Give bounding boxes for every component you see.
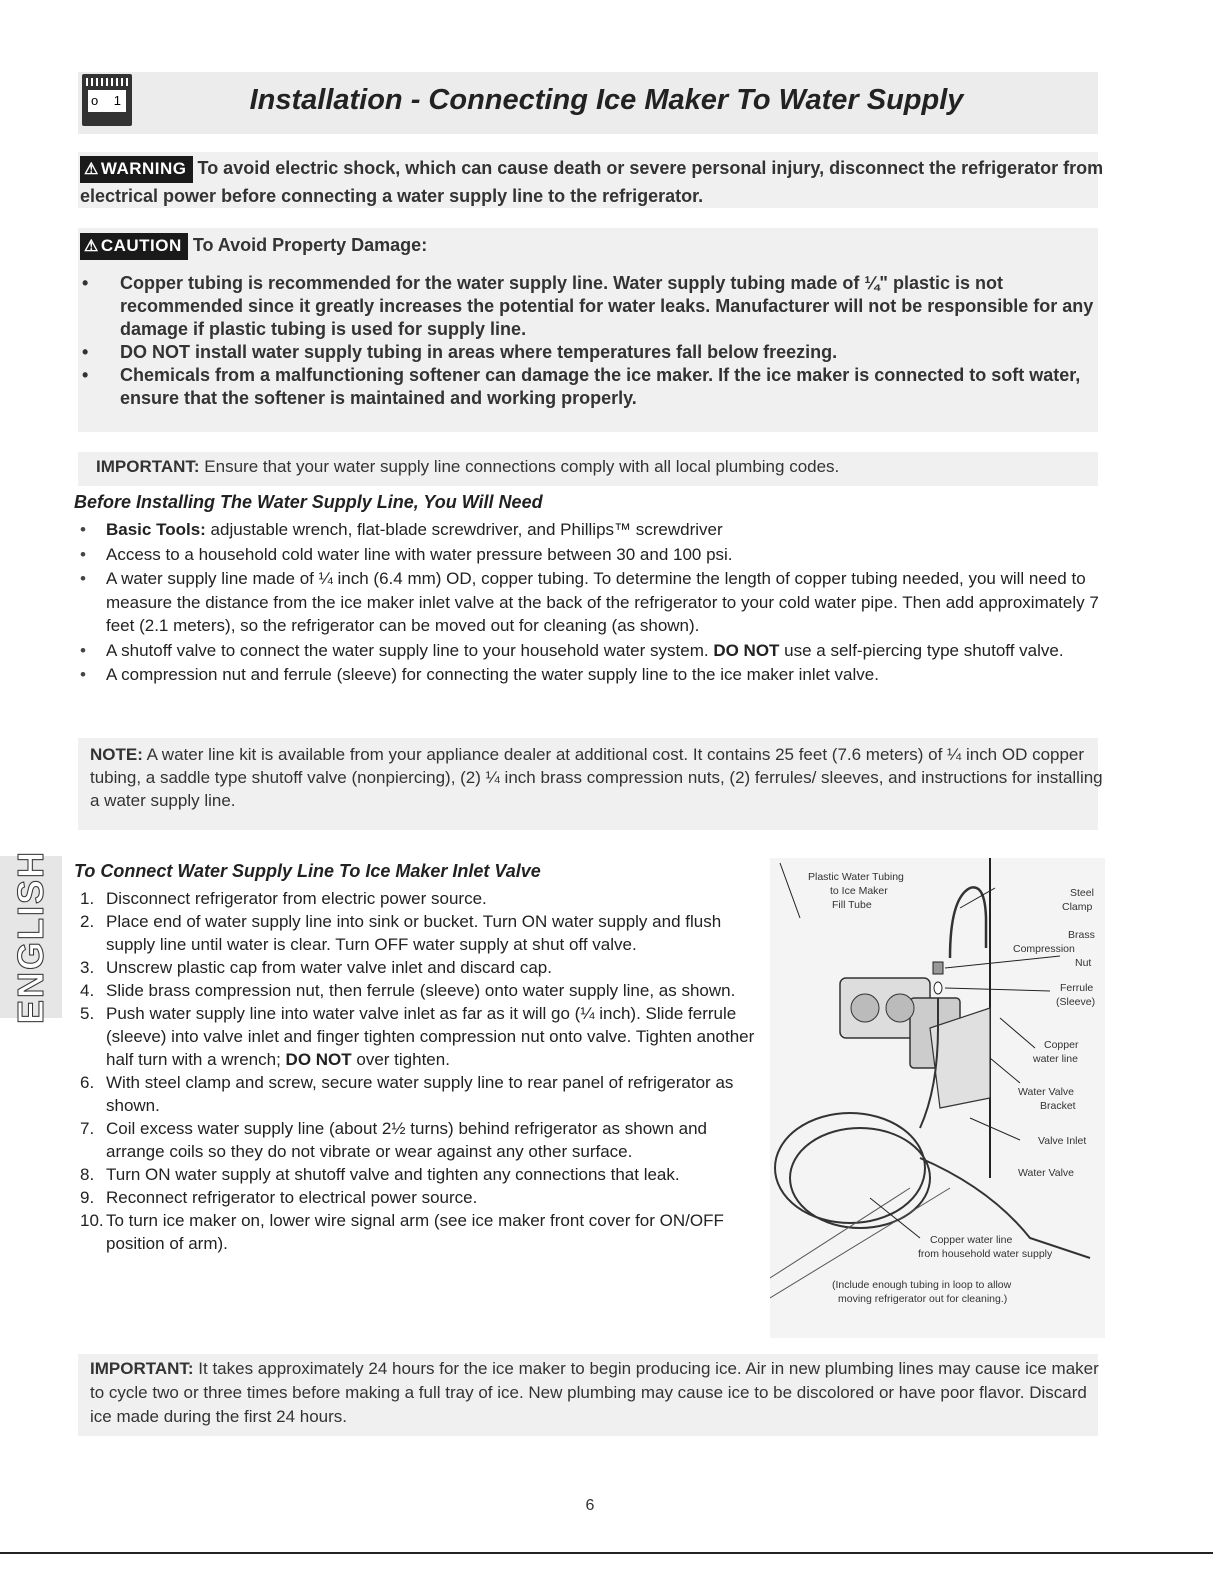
step-bold: DO NOT: [280, 1050, 352, 1069]
step-text: Disconnect refrigerator from electric power source.: [106, 889, 487, 908]
label-brass-nut: Brass: [1068, 929, 1095, 941]
item-text: A compression nut and ferrule (sleeve) for connecting the water supply line to the ice maker inlet valve.: [106, 665, 879, 684]
step-number: 3.: [80, 958, 95, 977]
caution-badge: [80, 233, 188, 260]
warning-text: To avoid electric shock, which can cause death or severe personal injury, disconnect the refrigerator from electrical power before connecting a water supply line to the refrigerator.: [80, 158, 1104, 206]
step-number: 6.: [80, 1073, 95, 1092]
step-text: Slide brass compression nut, then ferrule (sleeve) onto water supply line, as shown.: [106, 981, 736, 1000]
caution-badge-label: CAUTION: [100, 236, 182, 255]
label-valve-inlet: Valve Inlet: [1038, 1135, 1087, 1147]
label-valve-bracket: Water Valve: [1018, 1086, 1075, 1098]
caution-item-text: Chemicals from a malfunctioning softener can damage the ice maker. If the ice maker is connected to soft water, ensure that the softener is maintained and working properly.: [120, 365, 1081, 408]
caution-item: [82, 364, 1102, 410]
item-bold: Basic Tools:: [106, 520, 206, 539]
step-number: 2.: [80, 912, 95, 931]
label-copper-line: water line: [1033, 1053, 1078, 1065]
bullet-icon: •: [80, 569, 86, 588]
item-text: adjustable wrench, flat-blade screwdriver, and Phillips™ screwdriver: [205, 520, 723, 539]
step-item: [80, 1186, 770, 1209]
step-text: Turn ON water supply at shutoff valve and tighten any connections that leak.: [106, 1165, 680, 1184]
label-steel-clamp: Steel: [1070, 887, 1094, 899]
label-loop-note: moving refrigerator out for cleaning.): [838, 1293, 1008, 1305]
needs-list: [80, 518, 1130, 688]
step-text: Unscrew plastic cap from water valve inlet and discard cap.: [106, 958, 552, 977]
item-bold: DO NOT: [708, 640, 780, 660]
warning-block: [80, 155, 1110, 209]
bullet-icon: •: [80, 544, 86, 564]
step-item: [80, 1071, 770, 1117]
step-item: [80, 910, 770, 956]
label-plastic-tubing: Plastic Water Tubing: [808, 871, 904, 883]
list-item: [80, 543, 1130, 567]
step-text: With steel clamp and screw, secure water supply line to rear panel of refrigerator as shown.: [106, 1073, 734, 1115]
important-label: IMPORTANT:: [96, 457, 200, 476]
item-text: A shutoff valve to connect the water supply line to your household water system.: [106, 640, 709, 660]
step-item: [80, 1002, 770, 1071]
bullet-icon: •: [82, 273, 89, 293]
warning-badge: [80, 156, 193, 183]
diagram-background: [770, 858, 1105, 1338]
page-number: 6: [585, 1497, 595, 1514]
label-valve-bracket: Bracket: [1040, 1100, 1076, 1112]
caution-list: [82, 272, 1102, 410]
switch-label-on: 1: [113, 93, 121, 108]
steps-list: [80, 887, 770, 1255]
note-label: NOTE:: [90, 745, 143, 764]
caution-item-text: DO NOT install water supply tubing in areas where temperatures fall below freezing.: [120, 342, 838, 362]
step-number: 1.: [80, 889, 95, 908]
list-item: [80, 567, 1130, 638]
label-fill-tube: Fill Tube: [832, 899, 872, 911]
ferrule: [934, 982, 942, 994]
water-valve-diagram: [770, 858, 1105, 1338]
important-notice: [96, 457, 839, 477]
label-household-line: from household water supply: [918, 1248, 1053, 1260]
bullet-icon: •: [80, 520, 86, 539]
step-item: [80, 887, 770, 910]
caution-header: [80, 233, 427, 260]
caution-item-text: Copper tubing is recommended for the water supply line. Water supply tubing made of ¼" plastic is not recommended since it greatly increases the potential for water leaks. Manufacturer will not be responsible for any damage if plastic tubing is used for supply line.: [120, 273, 1094, 339]
important-label: IMPORTANT:: [90, 1359, 194, 1378]
note-text: A water line kit is available from your appliance dealer at additional cost. It contains 25 feet (7.6 meters) of ¼ inch OD copper tubing, a saddle type shutoff valve (nonpiercing), (2) ¼ inch brass compression nuts, (2) ferrules/ sleeves, and instructions for installing a water supply line.: [90, 745, 1103, 810]
section-heading-connect: To Connect Water Supply Line To Ice Maker Inlet Valve: [74, 861, 541, 881]
caution-item: [82, 272, 1102, 341]
step-number: 7.: [80, 1119, 95, 1138]
step-text: To turn ice maker on, lower wire signal arm (see ice maker front cover for ON/OFF position of arm).: [106, 1211, 724, 1253]
step-item: [80, 1163, 770, 1186]
switch-label-off: o: [91, 93, 99, 108]
bullet-icon: •: [82, 342, 89, 362]
section-heading-before: Before Installing The Water Supply Line, You Will Need: [74, 492, 543, 512]
list-item: [80, 639, 1130, 663]
label-loop-note: (Include enough tubing in loop to allow: [832, 1279, 1012, 1291]
solenoid: [851, 994, 879, 1022]
note-block: [90, 743, 1110, 812]
step-text: over tighten.: [351, 1050, 450, 1069]
page-title: Installation - Connecting Ice Maker To Water Supply: [249, 84, 964, 116]
step-text: Reconnect refrigerator to electrical power source.: [106, 1188, 478, 1207]
bullet-icon: •: [80, 640, 86, 660]
step-item: [80, 979, 770, 1002]
label-ferrule: (Sleeve): [1056, 996, 1096, 1008]
item-text: use a self-piercing type shutoff valve.: [779, 640, 1064, 660]
compression-nut: [933, 962, 943, 974]
step-number: 5.: [80, 1004, 95, 1023]
item-text: A water supply line made of ¼ inch (6.4 mm) OD, copper tubing. To determine the length of copper tubing needed, you will need to measure the distance from the ice maker inlet valve at the back of the refrigerator to your cold water pipe. Then add approximately 7 feet (2.1 meters), so the refrigerator can be moved out for cleaning (as shown).: [106, 569, 1099, 635]
important-notice: [90, 1357, 1110, 1429]
label-brass-nut: Nut: [1075, 957, 1092, 969]
language-tab-label: ENGLISH: [10, 849, 51, 1024]
bullet-icon: •: [80, 665, 86, 684]
list-item: [80, 518, 1130, 542]
warning-badge-label: WARNING: [100, 159, 187, 178]
step-text: Coil excess water supply line (about 2½ turns) behind refrigerator as shown and arrange coils so they do not vibrate or wear against any other surface.: [106, 1119, 707, 1161]
bottom-rule: [0, 1552, 1213, 1554]
step-item: [80, 1117, 770, 1163]
item-text: Access to a household cold water line with water pressure between 30 and 100 psi.: [106, 544, 733, 564]
label-water-valve: Water Valve: [1018, 1167, 1075, 1179]
label-household-line: Copper water line: [930, 1234, 1013, 1246]
alert-triangle-icon: ⚠: [84, 161, 99, 178]
label-brass-nut: Compression: [1013, 943, 1075, 955]
label-copper-line: Copper: [1044, 1039, 1079, 1051]
solenoid: [886, 994, 914, 1022]
label-steel-clamp: Clamp: [1062, 901, 1093, 913]
step-item: [80, 956, 770, 979]
step-number: 8.: [80, 1165, 95, 1184]
caution-heading: To Avoid Property Damage:: [192, 235, 428, 255]
bullet-icon: •: [82, 365, 89, 385]
step-text: Push water supply line into water valve inlet as far as it will go (¼ inch). Slide ferrule (sleeve) into valve inlet and finger tighten compression nut onto valve. Tighten another half turn with a wrench;: [106, 1004, 755, 1069]
step-number: 4.: [80, 981, 95, 1000]
step-item: [80, 1209, 770, 1255]
step-text: Place end of water supply line into sink or bucket. Turn ON water supply and flush supply line until water is clear. Turn OFF water supply at shut off valve.: [106, 912, 722, 954]
label-ferrule: Ferrule: [1060, 982, 1094, 994]
alert-triangle-icon: ⚠: [84, 238, 99, 255]
label-plastic-tubing: to Ice Maker: [830, 885, 888, 897]
step-number: 10.: [80, 1211, 104, 1230]
important-text: Ensure that your water supply line connections comply with all local plumbing codes.: [199, 457, 840, 476]
step-number: 9.: [80, 1188, 95, 1207]
important-text: It takes approximately 24 hours for the ice maker to begin producing ice. Air in new plumbing lines may cause ice maker to cycle two or three times before making a full tray of ice. New plumbing may cause ice to be discolored or have poor flavor. Discard ice made during the first 24 hours.: [90, 1359, 1099, 1426]
caution-item: [82, 341, 1102, 364]
list-item: [80, 663, 1130, 687]
